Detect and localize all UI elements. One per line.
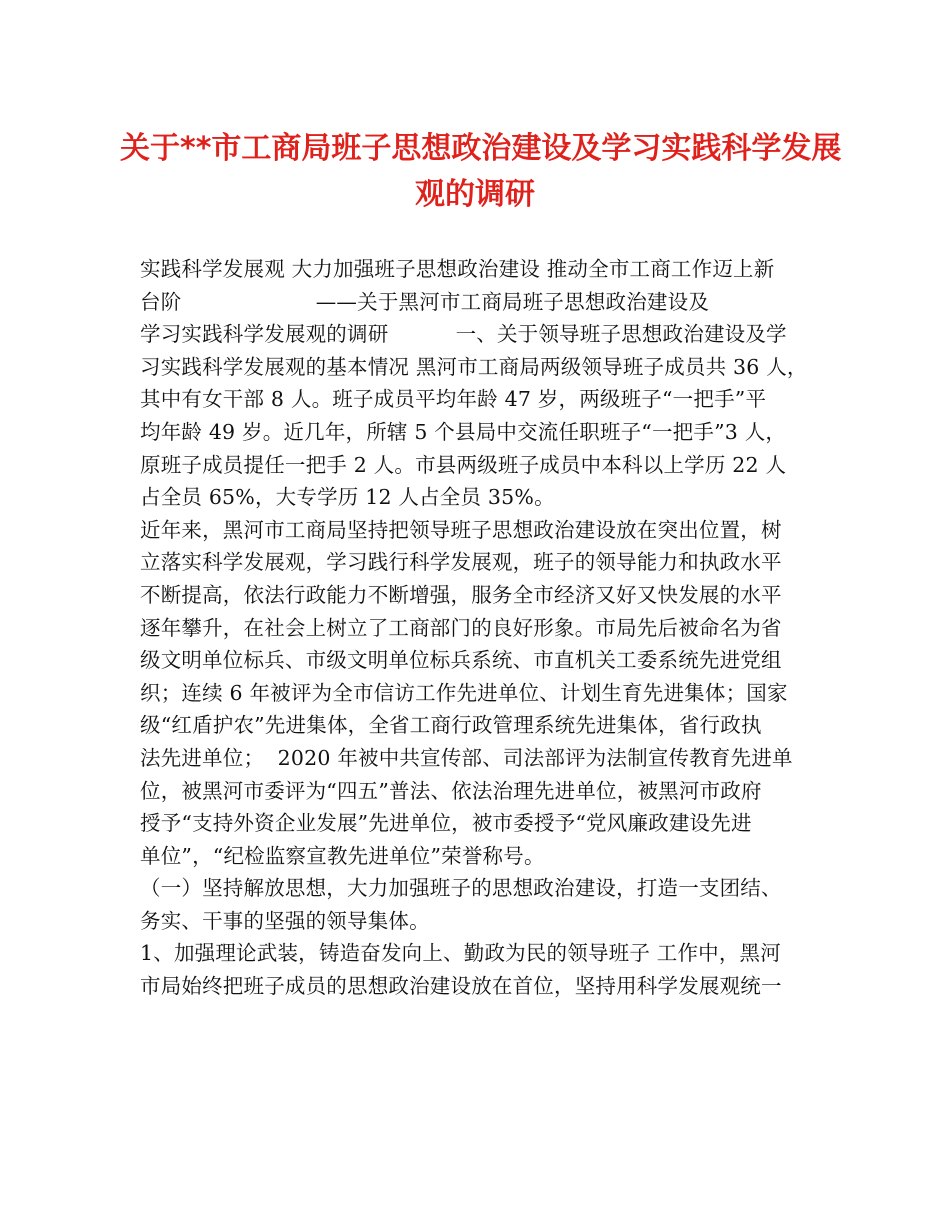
body-line: 台阶 ——关于黑河市工商局班子思想政治建设及 xyxy=(140,289,710,314)
body-line: 占全员 65%，大专学历 12 人占全员 35%。 xyxy=(140,485,555,510)
body-line: 立落实科学发展观，学习践行科学发展观，班子的领导能力和执政水平 xyxy=(140,550,782,575)
body-line: 实践科学发展观 大力加强班子思想政治建设 推动全市工商工作迈上新 xyxy=(140,257,775,281)
body-line: 不断提高，依法行政能力不断增强，服务全市经济又好又快发展的水平 xyxy=(140,582,782,607)
body-line: 位，被黑河市委评为“四五”普法、依法治理先进单位，被黑河市政府 xyxy=(140,778,762,803)
body-line: 级“红盾护农”先进集体，全省工商行政管理系统先进集体，省行政执 xyxy=(140,713,762,738)
body-line: 均年龄 49 岁。近几年，所辖 5 个县局中交流任职班子“一把手”3 人， xyxy=(140,419,787,444)
body-line: 原班子成员提任一把手 2 人。市县两级班子成员中本科以上学历 22 人 xyxy=(140,452,787,477)
title-line: 观的调研 xyxy=(415,177,535,212)
body-line: 市局始终把班子成员的思想政治建设放在首位，坚持用科学发展观统一 xyxy=(140,974,782,999)
body-line: 近年来，黑河市工商局坚持把领导班子思想政治建设放在突出位置，树 xyxy=(140,517,782,542)
body-line: 织；连续 6 年被评为全市信访工作先进单位、计划生育先进集体；国家 xyxy=(140,680,788,705)
body-line: 单位”，“纪检监察宣教先进单位”荣誉称号。 xyxy=(140,843,545,868)
body-line: 务实、干事的坚强的领导集体。 xyxy=(140,908,430,933)
body-line: 学习实践科学发展观的调研 一、关于领导班子思想政治建设及学 xyxy=(140,322,787,347)
document-title xyxy=(120,126,842,218)
body-line: 其中有女干部 8 人。班子成员平均年龄 47 岁，两级班子“一把手”平 xyxy=(140,387,767,412)
body-line: （一）坚持解放思想，大力加强班子的思想政治建设，打造一支团结、 xyxy=(140,876,782,901)
body-line: 1、加强理论武装，铸造奋发向上、勤政为民的领导班子 工作中，黑河 xyxy=(140,941,781,966)
document-body xyxy=(140,253,820,1003)
body-line: 级文明单位标兵、市级文明单位标兵系统、市直机关工委系统先进党组 xyxy=(140,648,782,673)
body-line: 习实践科学发展观的基本情况 黑河市工商局两级领导班子成员共 36 人， xyxy=(140,354,808,379)
title-line: 关于**市工商局班子思想政治建设及学习实践科学发展 xyxy=(120,131,842,166)
body-line: 逐年攀升，在社会上树立了工商部门的良好形象。市局先后被命名为省 xyxy=(140,615,782,640)
body-line: 法先进单位； 2020 年被中共宣传部、司法部评为法制宣传教育先进单 xyxy=(140,745,793,770)
body-line: 授予“支持外资企业发展”先进单位，被市委授予“党风廉政建设先进 xyxy=(140,811,752,836)
